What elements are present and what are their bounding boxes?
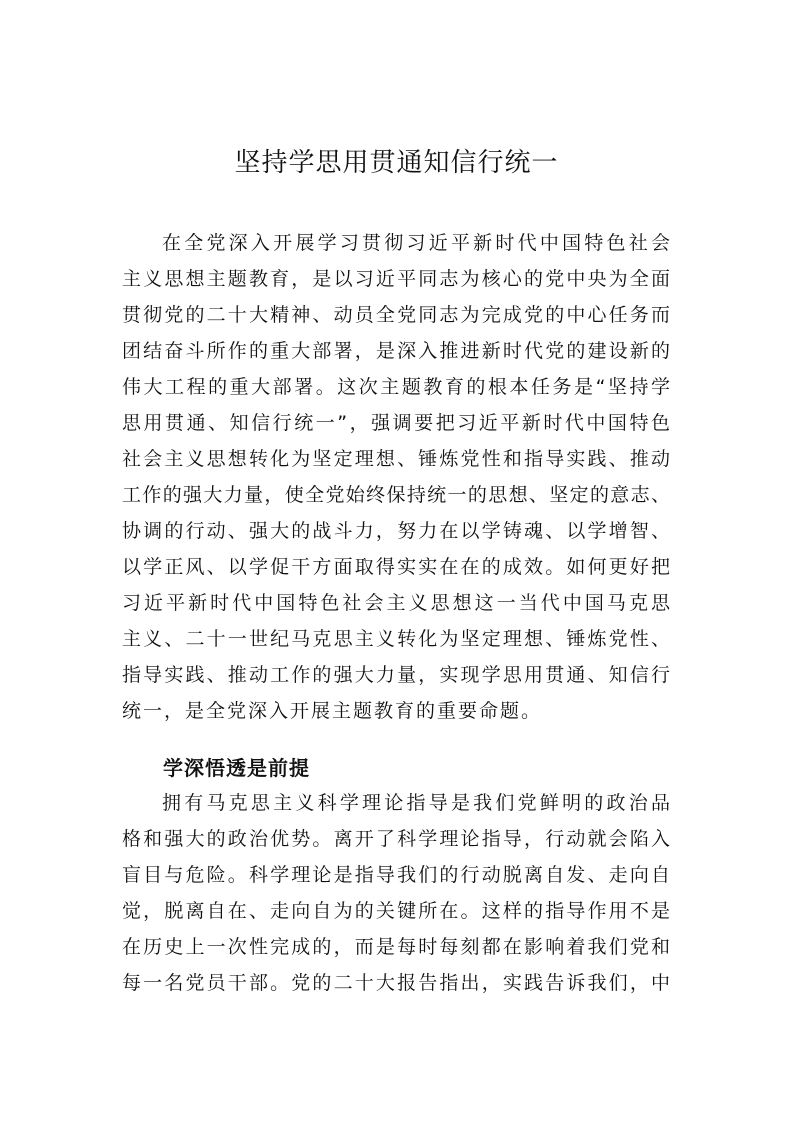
text-line: 格和强大的政治优势。离开了科学理论指导，行动就会陷入 [122, 828, 670, 850]
text-line: 在全党深入开展学习贯彻习近平新时代中国特色社会 [162, 232, 670, 254]
text-line: 指导实践、推动工作的强大力量，实现学思用贯通、知信行 [122, 664, 670, 686]
text-line: 拥有马克思主义科学理论指导是我们党鲜明的政治品 [162, 792, 670, 814]
text-line: 工作的强大力量，使全党始终保持统一的思想、坚定的意志、 [122, 484, 670, 506]
text-line: 团结奋斗所作的重大部署，是深入推进新时代党的建设新的 [122, 340, 670, 362]
paragraph-section-1 [122, 789, 670, 1005]
text-line: 主义、二十一世纪马克思主义转化为坚定理想、锤炼党性、 [122, 628, 670, 650]
document-title: 坚持学思用贯通知信行统一 [234, 148, 559, 178]
text-line: 贯彻党的二十大精神、动员全党同志为完成党的中心任务而 [122, 304, 670, 326]
paragraph-intro [122, 229, 670, 733]
text-line: 统一，是全党深入开展主题教育的重要命题。 [122, 700, 543, 722]
text-line: 觉，脱离自在、走向自为的关键所在。这样的指导作用不是 [122, 900, 670, 922]
text-line: 每一名党员干部。党的二十大报告指出，实践告诉我们，中 [122, 972, 670, 994]
text-line: 在历史上一次性完成的，而是每时每刻都在影响着我们党和 [122, 936, 670, 958]
text-line: 习近平新时代中国特色社会主义思想这一当代中国马克思 [122, 592, 670, 614]
text-line: 盲目与危险。科学理论是指导我们的行动脱离自发、走向自 [122, 864, 670, 886]
text-line: 伟大工程的重大部署。这次主题教育的根本任务是“坚持学 [122, 376, 670, 398]
text-line: 思用贯通、知信行统一”，强调要把习近平新时代中国特色 [122, 412, 670, 434]
text-line: 协调的行动、强大的战斗力，努力在以学铸魂、以学增智、 [122, 520, 670, 542]
section-heading: 学深悟透是前提 [163, 756, 310, 780]
text-line: 主义思想主题教育，是以习近平同志为核心的党中央为全面 [122, 268, 670, 290]
text-line: 以学正风、以学促干方面取得实实在在的成效。如何更好把 [122, 556, 670, 578]
text-line: 社会主义思想转化为坚定理想、锤炼党性和指导实践、推动 [122, 448, 670, 470]
